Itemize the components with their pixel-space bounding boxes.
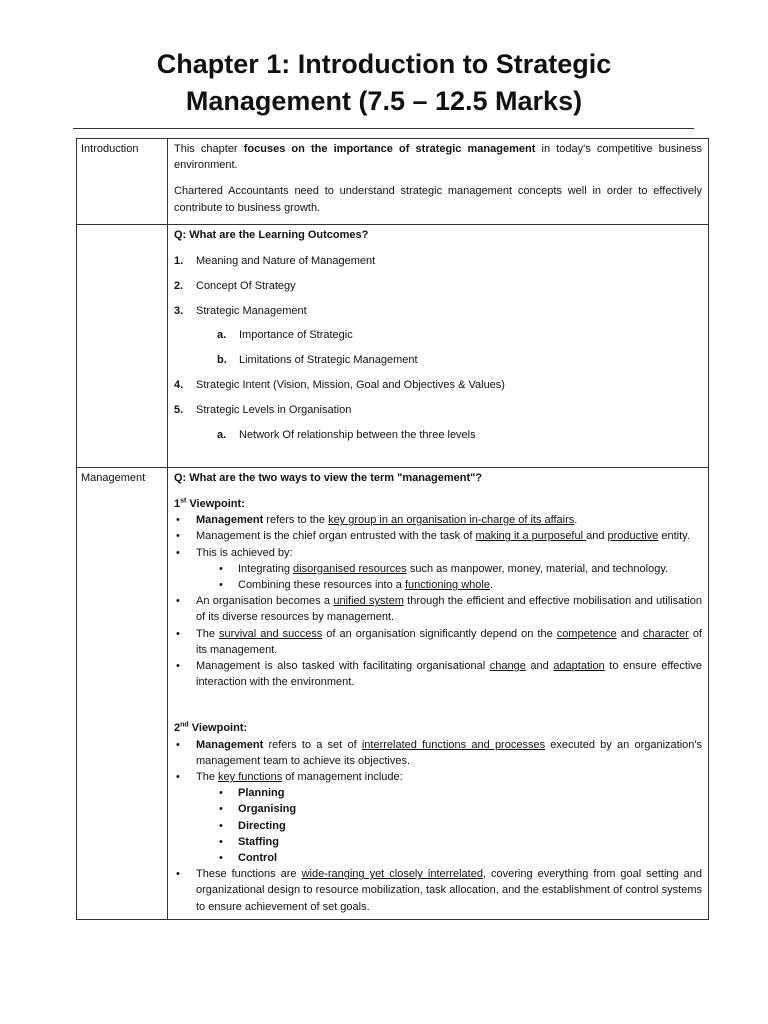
outcome-text: Network Of relationship between the three levels: [239, 428, 476, 441]
bold-text: Management: [196, 514, 264, 527]
outcome-subitem: [174, 327, 702, 343]
outcomes-question: Q: What are the Learning Outcomes?: [174, 228, 369, 241]
underlined-text: disorganised resources: [293, 562, 407, 575]
outcome-number: 5.: [174, 403, 184, 416]
underlined-text: productive: [607, 530, 659, 543]
outcome-item: [174, 303, 702, 319]
outcome-letter: a.: [217, 329, 227, 342]
management-label: Management: [77, 467, 168, 919]
list-item: [174, 561, 702, 577]
function-item: [174, 818, 702, 834]
underlined-text: character: [642, 627, 689, 640]
empty-label-cell: [77, 224, 168, 467]
nested-list: [174, 561, 702, 593]
title-line-2: Management (7.5 – 12.5 Marks): [185, 86, 583, 116]
bold-text: Directing: [238, 819, 286, 832]
text: An organisation becomes a: [196, 595, 334, 608]
underlined-text: making it a purposeful: [475, 530, 587, 543]
outcome-text: Meaning and Nature of Management: [196, 255, 376, 268]
outcome-item: [174, 278, 702, 294]
list-item: [174, 593, 702, 625]
bold-text: focuses on the importance of strategic management: [243, 143, 536, 155]
functions-list: [174, 785, 702, 866]
list-item: [174, 866, 702, 915]
list-item: [174, 769, 702, 866]
underlined-text: change: [489, 660, 526, 673]
text: .: [489, 579, 494, 592]
underlined-text: wide-ranging yet closely interrelated: [301, 868, 483, 881]
outcome-letter: a.: [217, 428, 227, 441]
underlined-text: adaptation: [553, 660, 605, 673]
outcome-text: Importance of Strategic: [239, 329, 353, 342]
text: and: [525, 660, 554, 673]
outcome-number: 2.: [174, 279, 184, 292]
list-item: [174, 545, 702, 594]
management-content: [168, 467, 709, 919]
text: , covering everything from goal setting and organizational design to resource mobilization, task allocation, and the establishment of control systems to ensure achievement of set goals.: [196, 868, 703, 913]
outcome-subitem: [174, 352, 702, 368]
title-line-1: Chapter 1: Introduction to Strategic: [156, 49, 612, 79]
function-item: [174, 834, 702, 850]
text: Management is the chief organ entrusted with the task of: [196, 530, 476, 543]
function-item: [174, 785, 702, 801]
list-item: [174, 626, 702, 658]
text: in today's competitive business environment.: [174, 143, 703, 172]
underlined-text: competence: [556, 627, 617, 640]
intro-label: Introduction: [77, 139, 168, 225]
outcome-subitem: [174, 427, 702, 443]
text: Integrating: [238, 562, 294, 575]
underlined-text: key functions: [218, 771, 283, 784]
underlined-text: survival and success: [218, 627, 323, 640]
underlined-text: unified system: [333, 595, 404, 608]
intro-row: [77, 139, 709, 225]
underlined-text: key group in an organisation in-charge of its affairs: [328, 514, 575, 527]
text: refers to a set of: [263, 738, 362, 751]
viewpoint-1-list: [174, 512, 702, 690]
superscript: nd: [180, 721, 189, 729]
text: and: [616, 627, 643, 640]
outcome-text: Strategic Intent (Vision, Mission, Goal and Objectives & Values): [196, 379, 505, 391]
bold-text: Planning: [238, 787, 285, 800]
underlined-text: interrelated functions and processes: [361, 738, 546, 751]
bold-text: Organising: [238, 803, 297, 816]
outcome-number: 1.: [174, 255, 184, 268]
function-item: [174, 850, 702, 866]
outcome-item: [174, 253, 702, 269]
text: to ensure effective interaction with the environment.: [196, 660, 702, 689]
title-divider: [73, 128, 694, 129]
management-row: [77, 467, 709, 919]
text: Combining these resources into a: [238, 579, 405, 592]
outcome-item: [174, 377, 702, 393]
outcome-text: Limitations of Strategic Management: [239, 354, 418, 367]
text: through the efficient and effective mobilisation and utilisation of its diverse resources by management.: [196, 595, 702, 624]
text: of an organisation significantly depend on the: [322, 627, 557, 640]
viewpoint-1-heading: [174, 496, 702, 512]
text: of its management.: [196, 627, 702, 656]
intro-content: [168, 139, 709, 225]
text: Viewpoint:: [188, 722, 248, 735]
list-item: [174, 577, 702, 593]
list-item: [174, 528, 702, 544]
outcome-text: Strategic Levels in Organisation: [196, 403, 352, 416]
text: The: [196, 771, 219, 784]
text: of management include:: [282, 771, 403, 784]
outcome-item: [174, 402, 702, 418]
superscript: st: [180, 497, 187, 505]
viewpoint-2-heading: [174, 720, 702, 736]
text: This chapter: [174, 143, 244, 155]
text: These functions are: [196, 868, 302, 881]
text: 2: [174, 722, 181, 735]
text: entity.: [658, 530, 690, 543]
text: .: [574, 514, 578, 527]
function-item: [174, 801, 702, 817]
bold-text: Control: [238, 852, 278, 865]
text: Management is also tasked with facilitating organisational: [196, 660, 490, 673]
outcomes-row: [77, 224, 709, 467]
list-item: [174, 737, 702, 769]
text: 1: [174, 498, 181, 511]
text: and: [586, 530, 608, 543]
management-question: Q: What are the two ways to view the term "management"?: [174, 471, 483, 484]
content-table: [76, 138, 709, 920]
bold-text: Management: [196, 738, 264, 751]
outcomes-content: [168, 224, 709, 467]
text: The: [196, 627, 219, 640]
bold-text: Staffing: [238, 835, 279, 848]
viewpoint-2-list: [174, 737, 702, 915]
list-item: [174, 512, 702, 528]
text: executed by an organization's management team to achieve its objectives.: [196, 738, 702, 767]
text: such as manpower, money, material, and technology.: [406, 562, 669, 575]
outcome-number: 4.: [174, 379, 184, 391]
outcome-text: Strategic Management: [196, 304, 307, 317]
text: This is achieved by:: [196, 546, 293, 559]
intro-paragraph-1: [174, 141, 702, 173]
outcome-letter: b.: [217, 354, 227, 367]
outcome-number: 3.: [174, 304, 184, 317]
text: Viewpoint:: [186, 498, 245, 511]
underlined-text: functioning whole: [404, 579, 490, 592]
intro-paragraph-2: Chartered Accountants need to understand strategic management concepts well in order to effectively contribute to business growth.: [174, 185, 702, 214]
page-title: [0, 46, 768, 120]
text: refers to the: [263, 514, 329, 527]
list-item: [174, 658, 702, 690]
outcome-text: Concept Of Strategy: [196, 279, 296, 292]
